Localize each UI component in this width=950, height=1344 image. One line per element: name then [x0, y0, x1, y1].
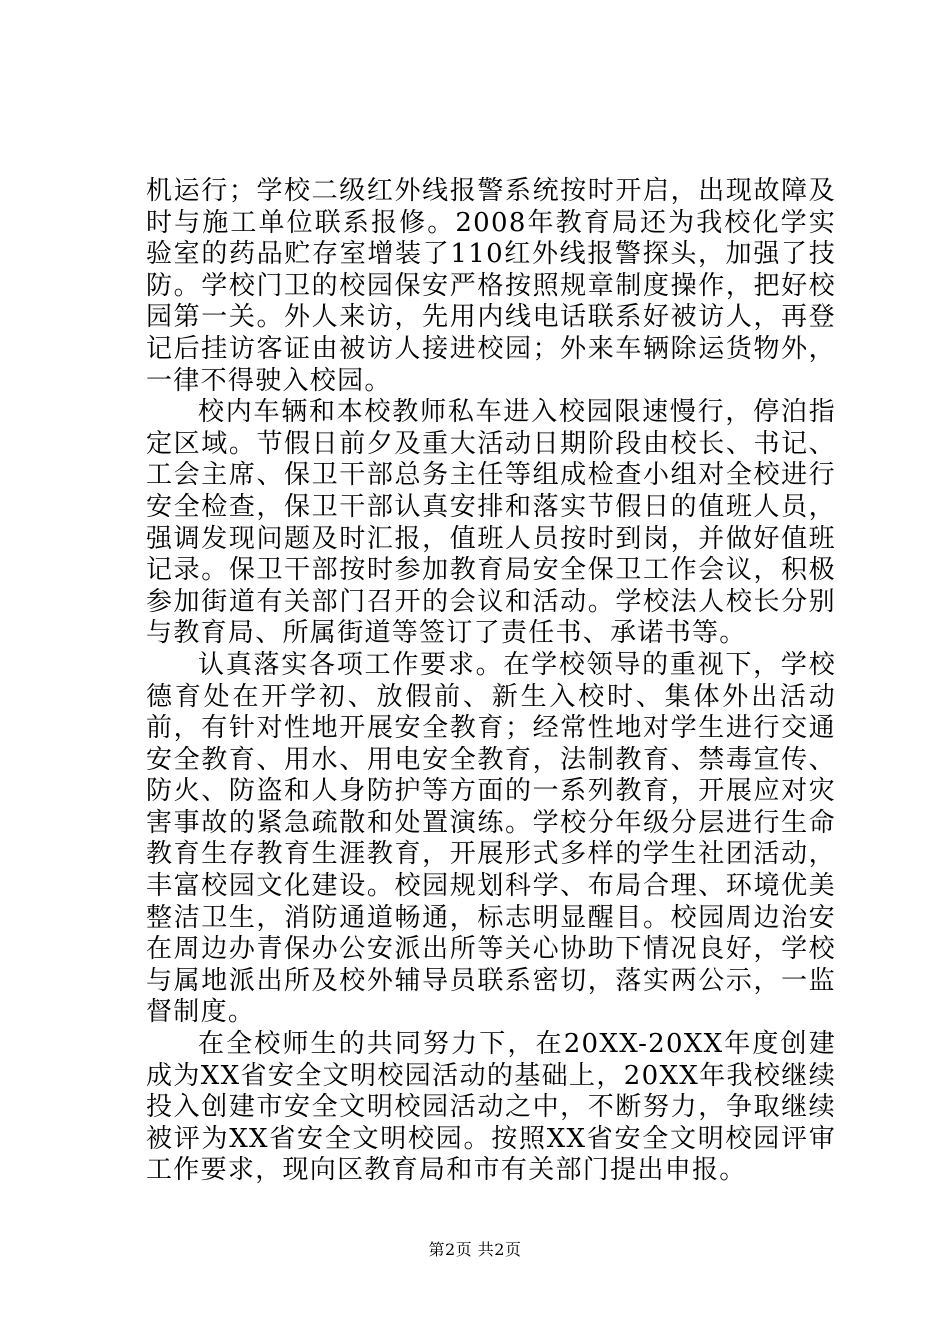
paragraph-safety-education: 认真落实各项工作要求。在学校领导的重视下，学校德育处在开学初、放假前、新生入校时、集体外出活动前，有针对性地开展安全教育；经常性地对学生进行交通安全教育、用水、用电安全教育，法制教育、禁毒宣传、防火、防盗和人身防护等方面的一系列教育，开展应对灾害事故的紧急疏散和处置演练。学校分年级分层进行生命教育生存教育生涯教育，开展形式多样的学生社团活动，丰富校园文化建设。校园规划科学、布局合理、环境优美整洁卫生，消防通道畅通，标志明显醒目。校园周边治安在周边办青保办公安派出所等关心协助下情况良好，学校与属地派出所及校外辅导员联系密切，落实两公示，一监督制度。 — [146, 649, 836, 1028]
page-number-footer: 第2页 共2页 — [428, 1240, 522, 1259]
paragraph-continuation: 机运行；学校二级红外线报警系统按时开启，出现故障及时与施工单位联系报修。2008年教育局还为我校化学实验室的药品贮存室增装了110红外线报警探头，加强了技防。学校门卫的校园保安严格按照规章制度操作，把好校园第一关。外人来访，先用内线电话联系好被访人，再登记后挂访客证由被访人接进校园；外来车辆除运货物外，一律不得驶入校园。 — [146, 176, 836, 396]
document-body — [146, 176, 836, 1187]
paragraph-vehicle-rules: 校内车辆和本校教师私车进入校园限速慢行，停泊指定区域。节假日前夕及重大活动日期阶段由校长、书记、工会主席、保卫干部总务主任等组成检查小组对全校进行安全检查，保卫干部认真安排和落实节假日的值班人员，强调发现问题及时汇报，值班人员按时到岗，并做好值班记录。保卫干部按时参加教育局安全保卫工作会议，积极参加街道有关部门召开的会议和活动。学校法人校长分别与教育局、所属街道等签订了责任书、承诺书等。 — [146, 397, 836, 649]
paragraph-application: 在全校师生的共同努力下，在20XX-20XX年度创建成为XX省安全文明校园活动的基础上，20XX年我校继续投入创建市安全文明校园活动之中，不断努力，争取继续被评为XX省安全文明校园。按照XX省安全文明校园评审工作要求，现向区教育局和市有关部门提出申报。 — [146, 1029, 836, 1186]
